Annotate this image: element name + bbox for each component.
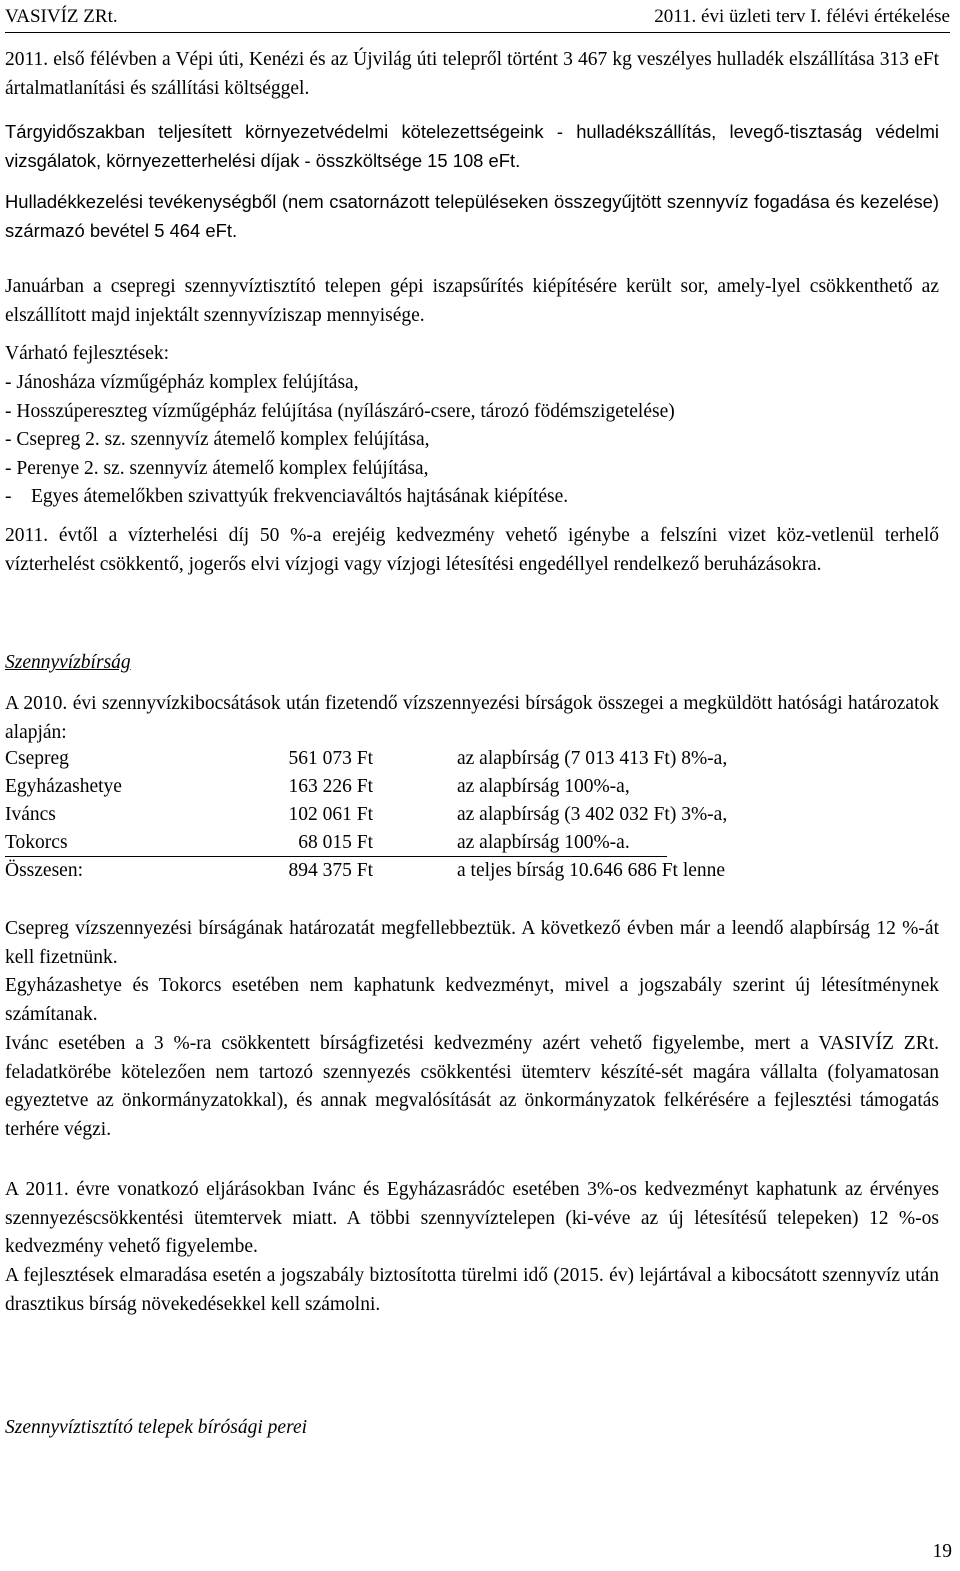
table-row-total — [5, 857, 805, 885]
paragraph-water-load-fee: 2011. évtől a vízterhelési díj 50 %-a erejéig kedvezmény vehető igénybe a felszíni vizet köz-vetlenül terhelő vízterhelést csökkentő, jogerős elvi vízjogi vagy vízjogi létesítési engedéllyel rendelkező beruházásokra. — [5, 525, 939, 575]
table-row — [5, 773, 805, 801]
table-row — [5, 801, 805, 829]
table-cell-amount: 163 226 Ft — [288, 776, 373, 797]
table-row — [5, 745, 805, 773]
paragraph-waste-revenue: Hulladékkezelési tevékenységből (nem csatornázott településeken összegyűjtött szennyvíz fogadása és kezelése) származó bevétel 5 464 eFt. — [5, 191, 939, 241]
table-row — [5, 829, 805, 857]
header-company: VASIVÍZ ZRt. — [5, 6, 118, 27]
table-cell-place: Iváncs — [5, 804, 56, 825]
section-heading-fines: Szennyvízbírság — [5, 652, 131, 673]
paragraph-sludge-thickening: Januárban a csepregi szennyvíztisztító telepen gépi iszapsűrítés kiépítésére került sor, amely-lyel csökkenthető az elszállított majd injektált szennyvíziszap mennyisége. — [5, 276, 939, 326]
page-number: 19 — [932, 1541, 952, 1562]
list-item: - Csepreg 2. sz. szennyvíz átemelő komplex felújítása, — [5, 429, 430, 450]
paragraph-new-facilities: Egyházashetye és Tokorcs esetében nem kaphatunk kedvezményt, mivel a jogszabály szerint új létesítménynek számítanak. — [5, 975, 939, 1025]
table-cell-place: Tokorcs — [5, 832, 68, 853]
header-report-title: 2011. évi üzleti terv I. félévi értékelése — [654, 6, 950, 27]
table-cell-note: az alapbírság (3 402 032 Ft) 3%-a, — [457, 804, 728, 825]
table-sum-rule — [5, 856, 667, 857]
section-heading-court-cases: Szennyvíztisztító telepek bírósági perei — [5, 1417, 308, 1438]
table-cell-amount: 561 073 Ft — [288, 748, 373, 769]
page-header — [5, 4, 950, 33]
fines-table — [5, 745, 805, 885]
table-cell-place: Egyházashetye — [5, 776, 122, 797]
table-cell-note: az alapbírság (7 013 413 Ft) 8%-a, — [457, 748, 728, 769]
paragraph-grace-period: A fejlesztések elmaradása esetén a jogszabály biztosította türelmi idő (2015. év) lejártával a kibocsátott szennyvíz után drasztikus bírság növekedésekkel kell számolni. — [5, 1265, 939, 1315]
list-item: - Hosszúpereszteg vízműgépház felújítása (nyílászáró-csere, tározó födémszigetelése) — [5, 400, 675, 422]
paragraph-environmental-costs: Tárgyidőszakban teljesített környezetvédelmi kötelezettségeink - hulladékszállítás, levegő-tisztaság védelmi vizsgálatok, környezetterhelési díjak - összköltsége 15 108 eFt. — [5, 121, 939, 171]
table-cell-place: Csepreg — [5, 748, 69, 769]
table-cell-place: Összesen: — [5, 860, 83, 881]
table-cell-note: az alapbírság 100%-a, — [457, 776, 630, 797]
table-cell-amount: 102 061 Ft — [288, 804, 373, 825]
paragraph-hazardous-waste: 2011. első félévben a Vépi úti, Kenézi és az Újvilág úti telepről történt 3 467 kg veszélyes hulladék elszállítása 313 eFt ártalmatlanítási és szállítási költséggel. — [5, 49, 939, 99]
paragraph-fines-intro: A 2010. évi szennyvízkibocsátások után fizetendő vízszennyezési bírságok összegei a megküldött hatósági határozatok alapján: — [5, 693, 939, 743]
paragraph-2011-procedures: A 2011. évre vonatkozó eljárásokban Ivánc és Egyházasrádóc esetében 3%-os kedvezményt kaphatunk az érvényes szennyezéscsökkentési ütemtervek miatt. A többi szennyvíztelepen (ki-véve az új létesítésű telepeken) 12 %-os kedvezmény vehető figyelembe. — [5, 1179, 939, 1257]
list-item: - Egyes átemelőkben szivattyúk frekvenciaváltós hajtásának kiépítése. — [5, 486, 569, 507]
developments-list — [5, 369, 939, 512]
list-item: - Perenye 2. sz. szennyvíz átemelő komplex felújítása, — [5, 457, 429, 479]
paragraph-ivanc-discount: Ivánc esetében a 3 %-ra csökkentett bírságfizetési kedvezmény azért vehető figyelembe, mert a VASIVÍZ ZRt. feladatkörébe kötelezően nem tartozó szennyezés csökkentési ütemterv készíté-sét magára vállalta (folyamatosan egyeztetve az önkormányzatokkal), és annak megvalósítását az önkormányzatok felkérésére a fejlesztési támogatás terhére végzi. — [5, 1033, 939, 1140]
table-cell-note: az alapbírság 100%-a. — [457, 832, 630, 853]
list-item: - Jánosháza vízműgépház komplex felújítása, — [5, 372, 359, 393]
table-cell-note: a teljes bírság 10.646 686 Ft lenne — [457, 860, 726, 881]
paragraph-csepreg-appeal: Csepreg vízszennyezési bírságának határozatát megfellebbeztük. A következő évben már a leendő alapbírság 12 %-át kell fizetnünk. — [5, 918, 939, 968]
developments-title: Várható fejlesztések: — [5, 343, 170, 364]
table-cell-amount: 894 375 Ft — [288, 860, 373, 881]
table-cell-amount: 68 015 Ft — [298, 832, 373, 853]
